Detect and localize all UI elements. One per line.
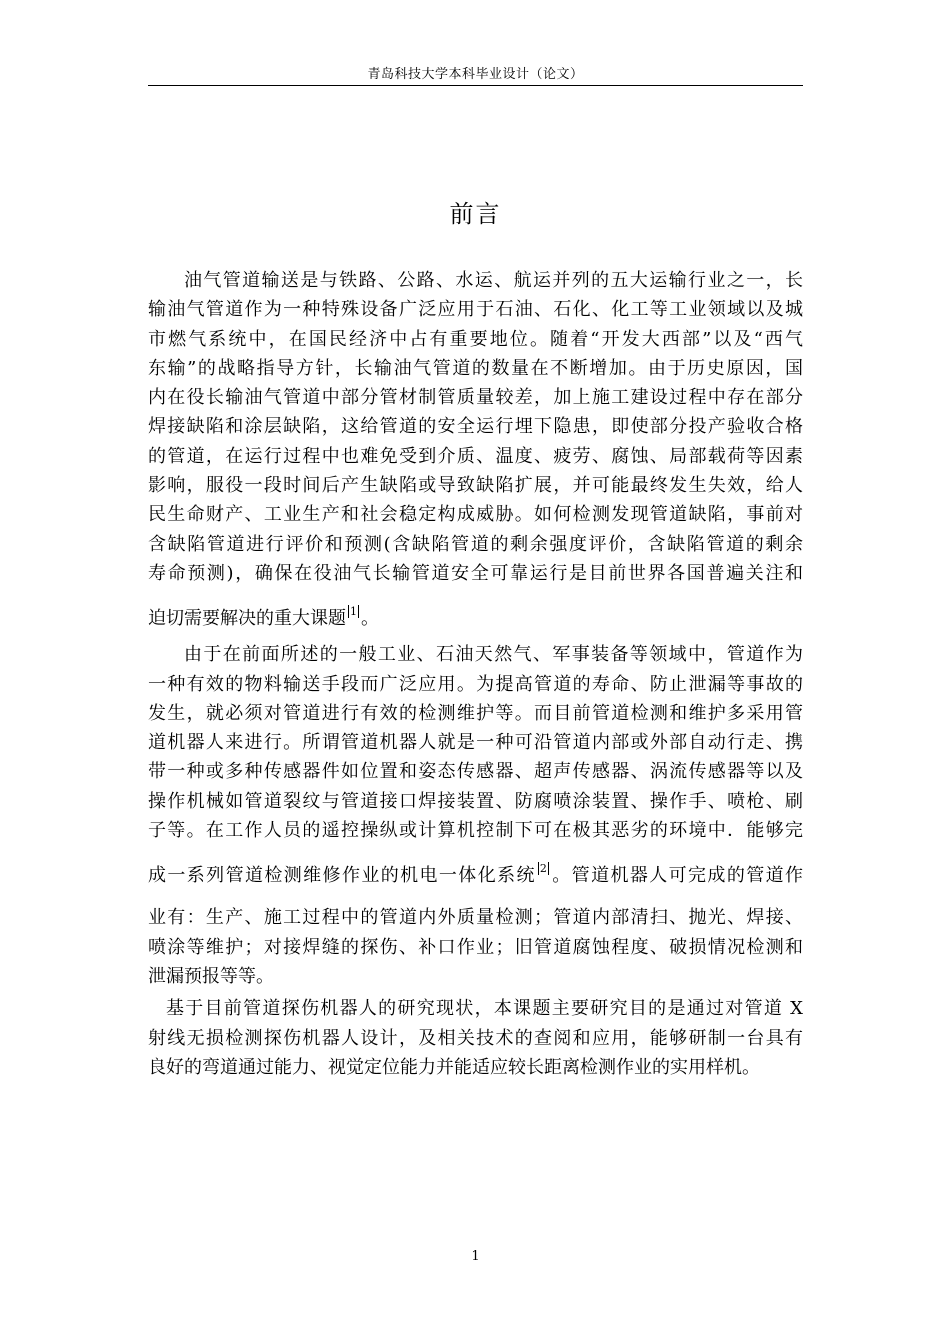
text-line: 道机器人来进行。所谓管道机器人就是一种可沿管道内部或外部自动行走、携: [148, 732, 803, 754]
text-line: 射线无损检测探伤机器人设计，及相关技术的查阅和应用，能够研制一台具有: [148, 1027, 803, 1049]
text-line: 由于在前面所述的一般工业、石油天然气、军事装备等领域中，管道作为: [184, 644, 803, 666]
text-line: 油气管道输送是与铁路、公路、水运、航运并列的五大运输行业之一，长: [184, 270, 803, 291]
text-line: 焊接缺陷和涂层缺陷，这给管道的安全运行埋下隐患，即使部分投产验收合格: [148, 416, 803, 438]
paragraph-2: [148, 640, 803, 991]
text-line: 含缺陷管道进行评价和预测(含缺陷管道的剩余强度评价，含缺陷管道的剩余: [148, 533, 803, 555]
text-line: 子等。在工作人员的遥控操纵或计算机控制下可在极其恶劣的环境中．能够完: [148, 820, 803, 842]
text-line: 带一种或多种传感器件如位置和姿态传感器、超声传感器、涡流传感器等以及: [148, 761, 803, 783]
text-line: 内在役长输油气管道中部分管材制管质量较差，加上施工建设过程中存在部分: [148, 387, 803, 409]
paragraph-1: [148, 266, 803, 638]
citation-ref: 2: [539, 862, 547, 876]
text-line: 影响，服役一段时间后产生缺陷或导致缺陷扩展，并可能最终发生失效，给人: [148, 475, 803, 497]
text-segment: 迫切需要解决的重大课题: [148, 608, 346, 630]
text-line-with-citation: [148, 600, 803, 638]
page-number: 1: [471, 1249, 480, 1264]
text-line: 业有：生产、施工过程中的管道内外质量检测；管道内部清扫、抛光、焊接、: [148, 907, 803, 929]
paragraph-3: [148, 994, 803, 1082]
text-line: 民生命财产、工业生产和社会稳定构成威胁。如何检测发现管道缺陷，事前对: [148, 504, 803, 526]
text-line: 良好的弯道通过能力、视觉定位能力并能适应较长距离检测作业的实用样机。: [148, 1056, 760, 1078]
text-segment: 成一系列管道检测维修作业的机电一体化系统: [148, 865, 536, 887]
text-line: 发生，就必须对管道进行有效的检测维护等。而目前管道检测和维护多采用管: [148, 702, 803, 724]
citation-ref: 1: [350, 605, 357, 619]
text-segment: 。: [361, 608, 379, 630]
text-line: 输油气管道作为一种特殊设备广泛应用于石油、石化、化工等工业领域以及城: [148, 299, 803, 321]
text-line: 的管道，在运行过程中也难免受到介质、温度、疲劳、腐蚀、局部载荷等因素: [148, 445, 803, 467]
text-line: 喷涂等维护；对接焊缝的探伤、补口作业；旧管道腐蚀程度、破损情况检测和: [148, 936, 803, 958]
header-rule: [148, 85, 803, 86]
page-header: 青岛科技大学本科毕业设计（论文）: [367, 67, 584, 82]
text-line: 基于目前管道探伤机器人的研究现状，本课题主要研究目的是通过对管道 X: [166, 998, 803, 1020]
page-title: 前言: [449, 200, 502, 228]
text-line: 市燃气系统中，在国民经济中占有重要地位。随着“开发大西部”以及“西气: [148, 328, 803, 350]
text-line: 东输”的战略指导方针，长输油气管道的数量在不断增加。由于历史原因，国: [148, 357, 803, 379]
text-line: 泄漏预报等等。: [148, 965, 274, 987]
text-segment: 。管道机器人可完成的管道作: [550, 865, 804, 887]
text-line: 操作机械如管道裂纹与管道接口焊接装置、防腐喷涂装置、操作手、喷枪、刷: [148, 790, 803, 812]
text-line-with-citation: [148, 857, 803, 895]
text-line: 一种有效的物料输送手段而广泛应用。为提高管道的寿命、防止泄漏等事故的: [148, 673, 803, 695]
text-line: 寿命预测)，确保在役油气长输管道安全可靠运行是目前世界各国普遍关注和: [148, 562, 803, 584]
body-text: [148, 266, 803, 1082]
